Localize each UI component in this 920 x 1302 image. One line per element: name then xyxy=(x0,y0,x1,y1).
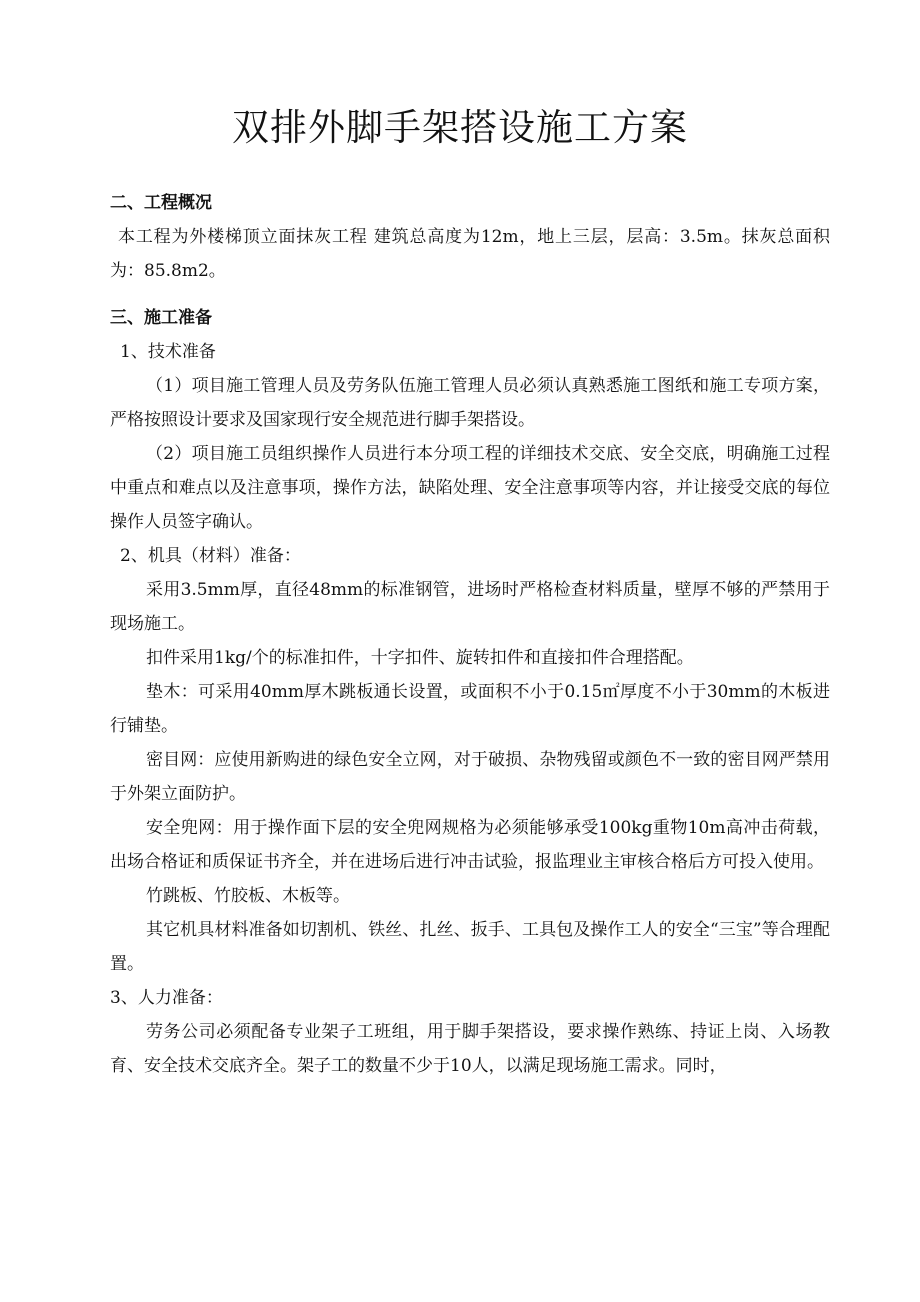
equipment-item-boards: 竹跳板、竹胶板、木板等。 xyxy=(146,886,350,906)
equipment-item-fasteners: 扣件采用1kg/个的标准扣件，十字扣件、旋转扣件和直接扣件合理搭配。 xyxy=(146,648,694,668)
equipment-item-steel-pipe: 采用3.5mm厚，直径48mm的标准钢管，进场时严格检查材料质量，壁厚不够的严禁用于现场施工。 xyxy=(110,580,830,634)
section-heading-overview: 二、工程概况 xyxy=(110,193,212,213)
subsection-label-tech: 1、技术准备 xyxy=(120,342,216,362)
equipment-item-dense-mesh: 密目网：应使用新购进的绿色安全立网，对于破损、杂物残留或颜色不一致的密目网严禁用于外架立面防护。 xyxy=(110,750,830,804)
section-heading-preparation: 三、施工准备 xyxy=(110,308,212,328)
subsection-label-equipment: 2、机具（材料）准备： xyxy=(120,546,301,566)
overview-paragraph: 本工程为外楼梯顶立面抹灰工程 建筑总高度为12m，地上三层，层高：3.5m。抹灰总面积为：85.8m2。 xyxy=(110,227,830,281)
labor-item-1: 劳务公司必须配备专业架子工班组，用于脚手架搭设，要求操作熟练、持证上岗、入场教育、安全技术交底齐全。架子工的数量不少于10人，以满足现场施工需求。同时， xyxy=(110,1022,830,1076)
document-body xyxy=(110,186,830,1083)
tech-item-2: （2）项目施工员组织操作人员进行本分项工程的详细技术交底、安全交底，明确施工过程中重点和难点以及注意事项，操作方法，缺陷处理、安全注意事项等内容，并让接受交底的每位操作人员签字确认。 xyxy=(110,444,830,532)
tech-item-1: （1）项目施工管理人员及劳务队伍施工管理人员必须认真熟悉施工图纸和施工专项方案，严格按照设计要求及国家现行安全规范进行脚手架搭设。 xyxy=(110,376,830,430)
equipment-item-safety-net: 安全兜网：用于操作面下层的安全兜网规格为必须能够承受100kg重物10m高冲击荷载，出场合格证和质保证书齐全，并在进场后进行冲击试验，报监理业主审核合格后方可投入使用。 xyxy=(110,818,830,872)
document-title: 双排外脚手架搭设施工方案 xyxy=(232,106,688,149)
equipment-item-pads: 垫木：可采用40mm厚木跳板通长设置，或面积不小于0.15㎡厚度不小于30mm的木板进行铺垫。 xyxy=(110,682,830,736)
subsection-label-labor: 3、人力准备： xyxy=(110,988,223,1008)
equipment-item-other-tools: 其它机具材料准备如切割机、铁丝、扎丝、扳手、工具包及操作工人的安全“三宝”等合理配置。 xyxy=(110,920,830,974)
